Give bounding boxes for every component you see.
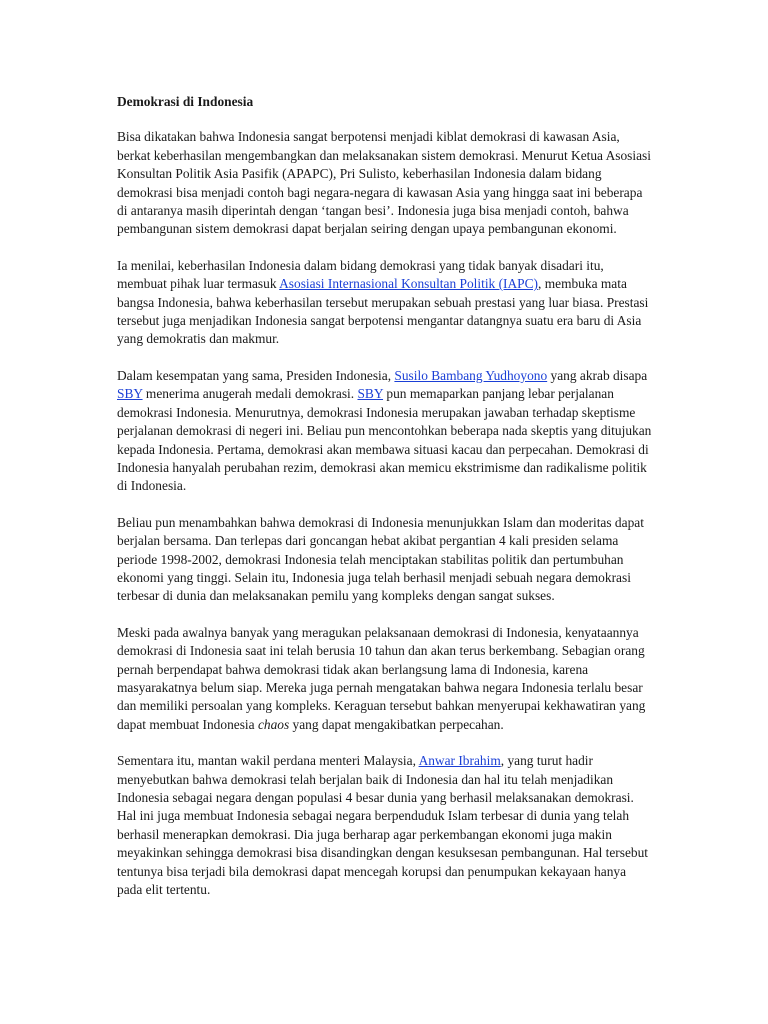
paragraph-3-text-1: Dalam kesempatan yang sama, Presiden Indonesia,	[117, 367, 395, 383]
link-sby-1[interactable]: SBY	[117, 386, 143, 402]
paragraph-1-text: Bisa dikatakan bahwa Indonesia sangat berpotensi menjadi kiblat demokrasi di kawasan Asia, berkat keberhasilan mengembangkan dan melaksanakan sistem demokrasi. Menurut Ketua Asosiasi Konsultan Politik Asia Pasifik (APAPC), Pri Sulisto, keberhasilan Indonesia dalam bidang demokrasi bisa menjadi contoh bagi negara-negara di kawasan Asia yang hingga saat ini beberapa di antaranya masih diperintah dengan ‘tangan besi’. Indonesia juga bisa menjadi contoh, bahwa pembangunan sistem demokrasi dapat berjalan seiring dengan upaya pembangunan ekonomi.	[117, 129, 651, 237]
paragraph-6	[117, 752, 653, 899]
paragraph-5-text-after: yang dapat mengakibatkan perpecahan.	[289, 716, 504, 732]
paragraph-2-text-after: , membuka mata bangsa Indonesia, bahwa keberhasilan tersebut merupakan sebuah prestasi yang luar biasa. Prestasi tersebut juga menjadikan Indonesia sangat berpotensi mengantar datangnya suatu era baru di Asia yang demokratis dan makmur.	[117, 276, 649, 347]
paragraph-2	[117, 257, 653, 349]
document-page	[117, 93, 653, 917]
paragraph-1	[117, 128, 653, 238]
paragraph-6-text-after: , yang turut hadir menyebutkan bahwa demokrasi telah berjalan baik di Indonesia dan hal itu telah menjadikan Indonesia sebagai negara dengan populasi 4 besar dunia yang berhasil melaksanakan demokrasi. Hal ini juga membuat Indonesia sebagai negara berpenduduk Islam terbesar di dunia yang telah berhasil menerapkan demokrasi. Dia juga berharap agar perkembangan ekonomi juga makin meyakinkan sehingga demokrasi bisa disandingkan dengan kesuksesan pembangunan. Hal tersebut tentunya bisa terjadi bila demokrasi dapat mencegah korupsi dan penumpukan kekayaan hanya pada elit tertentu.	[117, 753, 649, 898]
paragraph-4-text: Beliau pun menambahkan bahwa demokrasi di Indonesia menunjukkan Islam dan moderitas dapat berjalan bersama. Dan terlepas dari goncangan hebat akibat pergantian 4 kali presiden selama periode 1998-2002, demokrasi Indonesia telah menciptakan stabilitas politik dan pertumbuhan ekonomi yang tinggi. Selain itu, Indonesia juga telah berhasil menjadi sebuah negara demokrasi terbesar di dunia dan melaksanakan pemilu yang kompleks dengan sangat sukses.	[117, 514, 644, 604]
paragraph-3-text-2: yang akrab disapa	[547, 367, 648, 383]
chaos-italic-word: chaos	[257, 716, 290, 732]
link-anwar-ibrahim[interactable]: Anwar Ibrahim	[418, 753, 501, 769]
paragraph-3-text-3: menerima anugerah medali demokrasi.	[142, 386, 358, 402]
paragraph-5	[117, 624, 653, 734]
document-title: Demokrasi di Indonesia	[117, 94, 254, 109]
link-sby-2[interactable]: SBY	[357, 386, 384, 402]
paragraph-5-text-before: Meski pada awalnya banyak yang meragukan pelaksanaan demokrasi di Indonesia, kenyataannya demokrasi di Indonesia saat ini telah berusia 10 tahun dan akan terus berkembang. Sebagian orang pernah berpendapat bahwa demokrasi tidak akan berlangsung lama di Indonesia, karena masyarakatnya belum siap. Mereka juga pernah mengatakan bahwa negara Indonesia terlalu besar dan memiliki persoalan yang kompleks. Keraguan tersebut bahkan menyerupai kekhawatiran yang dapat membuat Indonesia	[117, 624, 646, 732]
paragraph-6-text-before: Sementara itu, mantan wakil perdana menteri Malaysia,	[117, 753, 419, 769]
paragraph-4	[117, 514, 653, 606]
paragraph-3-text-4: pun memaparkan panjang lebar perjalanan demokrasi Indonesia. Menurutnya, demokrasi Indonesia merupakan jawaban terhadap skeptisme perjalanan demokrasi di negeri ini. Beliau pun mencontohkan beberapa nada skeptis yang ditujukan kepada Indonesia. Pertama, demokrasi akan membawa situasi kacau dan perpecahan. Demokrasi di Indonesia hanyalah perubahan rezim, demokrasi akan memicu ekstrimisme dan radikalisme politik di Indonesia.	[117, 386, 652, 494]
link-iapc[interactable]: Asosiasi Internasional Konsultan Politik (IAPC)	[279, 276, 539, 292]
paragraph-3	[117, 367, 653, 496]
paragraph-2-text-before: Ia menilai, keberhasilan Indonesia dalam bidang demokrasi yang tidak banyak disadari itu, membuat pihak luar termasuk	[117, 257, 604, 292]
link-susilo-bambang-yudhoyono[interactable]: Susilo Bambang Yudhoyono	[394, 367, 548, 383]
